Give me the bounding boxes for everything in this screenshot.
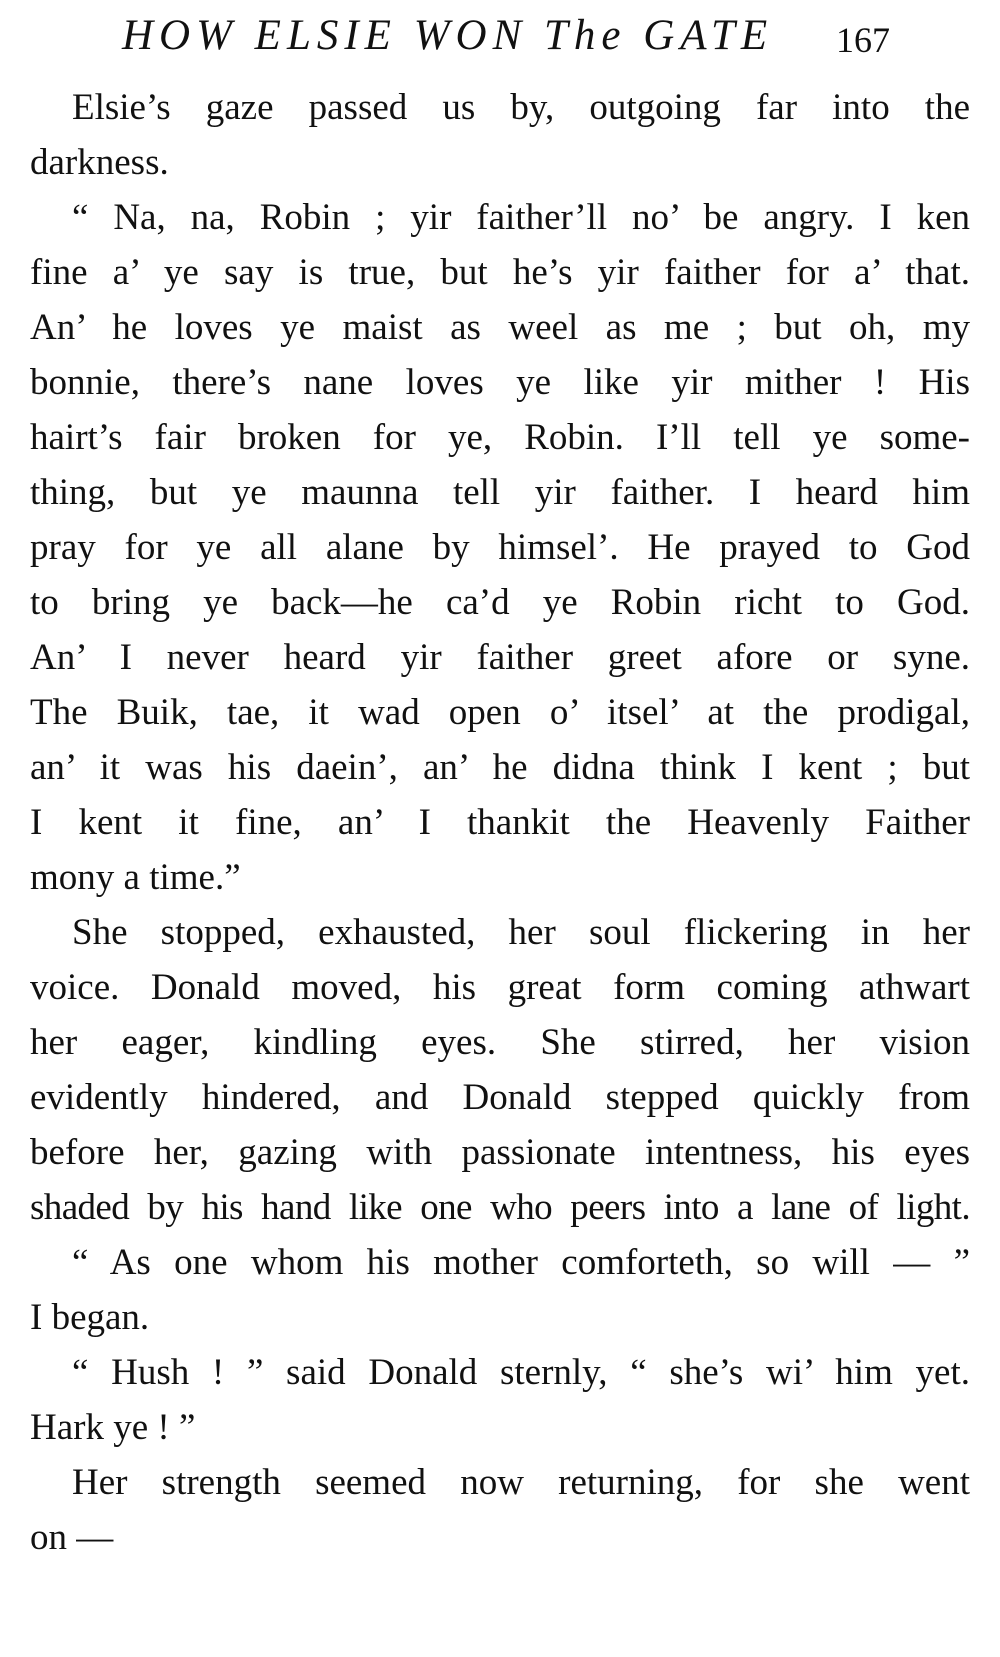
text-line: An’ I never heard yir faither greet afore or syne. [30,637,970,678]
text-line: I kent it fine, an’ I thankit the Heavenly Faither [30,802,970,843]
text-line: voice. Donald moved, his great form coming athwart [30,967,970,1008]
text-line: Hark ye ! ” [30,1407,196,1448]
text-line: She stopped, exhausted, her soul flickering in her [72,912,970,953]
text-line: Her strength seemed now returning, for she went [72,1462,970,1503]
text-line: an’ it was his daein’, an’ he didna think I kent ; but [30,747,970,788]
text-line: evidently hindered, and Donald stepped quickly from [30,1077,970,1118]
text-line: bonnie, there’s nane loves ye like yir mither ! His [30,362,970,403]
text-line: her eager, kindling eyes. She stirred, her vision [30,1022,970,1063]
text-line: “ Na, na, Robin ; yir faither’ll no’ be angry. I ken [72,197,970,238]
text-line: pray for ye all alane by himsel’. He prayed to God [30,527,970,568]
text-line: “ As one whom his mother comforteth, so will — ” [72,1242,970,1283]
text-line: I began. [30,1297,150,1338]
running-head [0,8,1000,64]
text-line: Elsie’s gaze passed us by, outgoing far into the [72,87,970,128]
text-line: “ Hush ! ” said Donald sternly, “ she’s wi’ him yet. [72,1352,970,1393]
text-line: to bring ye back—he ca’d ye Robin richt to God. [30,582,970,623]
page-number: 167 [836,20,890,60]
text-line: The Buik, tae, it wad open o’ itsel’ at the prodigal, [30,692,970,733]
text-line: thing, but ye maunna tell yir faither. I heard him [30,472,970,513]
text-line: mony a time.” [30,857,241,898]
text-line: on — [30,1517,114,1558]
text-line: before her, gazing with passionate intentness, his eyes [30,1132,970,1173]
running-title: HOW ELSIE WON The GATE [122,12,774,59]
text-line: fine a’ ye say is true, but he’s yir faither for a’ that. [30,252,970,293]
text-line: hairt’s fair broken for ye, Robin. I’ll tell ye some- [30,417,970,458]
text-line: darkness. [30,142,169,183]
text-line: An’ he loves ye maist as weel as me ; but oh, my [30,307,970,348]
text-line: shaded by his hand like one who peers into a lane of light. [30,1187,970,1228]
